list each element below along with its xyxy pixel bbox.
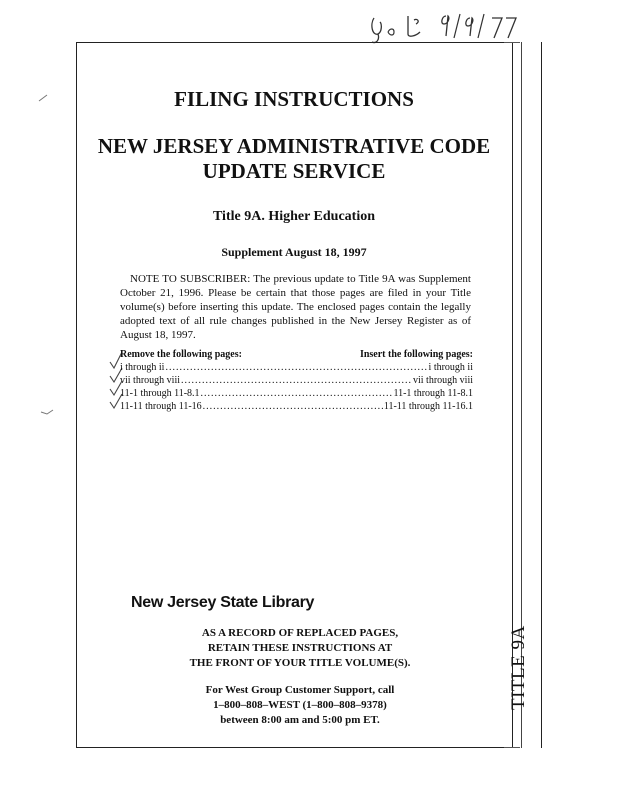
remove-pages: i through ii	[120, 362, 165, 373]
table-row	[120, 400, 473, 413]
spine-tick	[504, 747, 520, 748]
support-line: For West Group Customer Support, call	[205, 684, 395, 696]
handwritten-initials	[368, 10, 518, 46]
remove-header: Remove the following pages:	[120, 349, 242, 360]
record-line: RETAIN THESE INSTRUCTIONS AT	[207, 642, 393, 654]
record-line: THE FRONT OF YOUR TITLE VOLUME(S).	[189, 657, 411, 669]
table-row	[120, 387, 473, 400]
table-header	[120, 348, 473, 361]
dot-leader	[201, 387, 393, 400]
customer-support	[160, 683, 440, 728]
title-section: Title 9A. Higher Education	[212, 209, 376, 224]
page-title: FILING INSTRUCTIONS	[174, 87, 414, 111]
library-stamp: New Jersey State Library	[131, 594, 315, 611]
insert-pages: i through ii	[428, 362, 473, 373]
dot-leader	[165, 361, 427, 374]
insert-pages: 11-1 through 11-8.1	[393, 388, 473, 399]
subtitle-line: NEW JERSEY ADMINISTRATIVE CODE	[97, 134, 491, 158]
page-subtitle	[76, 134, 512, 184]
margin-mark	[38, 94, 48, 102]
dot-leader	[203, 400, 383, 413]
insert-pages: 11-11 through 11-16.1	[383, 401, 473, 412]
remove-pages: 11-11 through 11-16	[120, 401, 202, 412]
dot-leader	[181, 374, 412, 387]
margin-mark	[40, 408, 54, 416]
table-row	[120, 374, 473, 387]
record-instructions	[160, 626, 440, 671]
record-line: AS A RECORD OF REPLACED PAGES,	[201, 627, 399, 639]
insert-pages: vii through viii	[413, 375, 473, 386]
remove-pages: 11-1 through 11-8.1	[120, 388, 200, 399]
filing-table	[120, 348, 473, 413]
spine-tick	[504, 42, 520, 43]
table-row	[120, 361, 473, 374]
support-hours: between 8:00 am and 5:00 pm ET.	[220, 714, 380, 726]
supplement-date: Supplement August 18, 1997	[221, 245, 367, 259]
remove-pages: vii through viii	[120, 375, 180, 386]
insert-header: Insert the following pages:	[359, 349, 473, 360]
subscriber-note: NOTE TO SUBSCRIBER: The previous update to Title 9A was Supplement October 21, 1996. Please be certain that those pages are filed in your Title volume(s) before inserting this update. The enclosed pages contain the legally adopted text of all rule changes published in the New Jersey Register as of August 18, 1997.	[120, 273, 471, 341]
support-phone: 1–800–808–WEST (1–800–808–9378)	[213, 699, 387, 711]
subtitle-line: UPDATE SERVICE	[202, 159, 386, 183]
spine-title: TITLE 9A	[508, 625, 529, 710]
